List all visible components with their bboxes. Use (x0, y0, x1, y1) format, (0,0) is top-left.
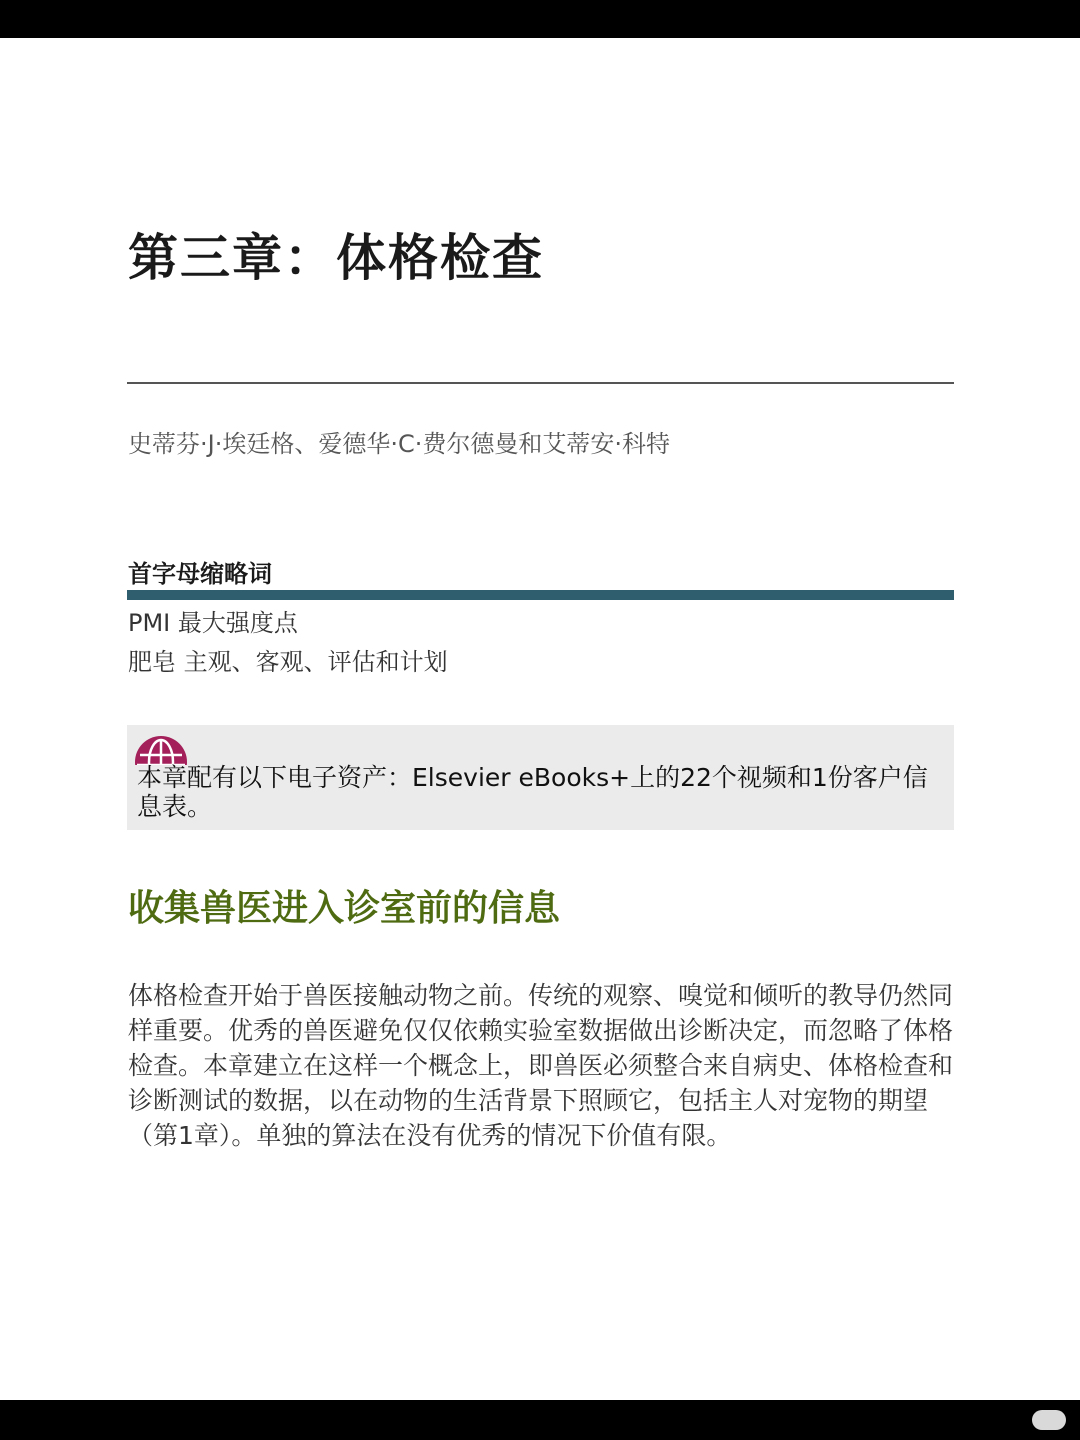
globe-icon (134, 735, 188, 765)
abbreviations-list (128, 604, 448, 682)
top-black-bar (0, 0, 1080, 38)
title-divider (127, 382, 954, 384)
watermark-badge (1032, 1410, 1066, 1430)
abbreviation-item: 肥皂 主观、客观、评估和计划 (128, 648, 448, 676)
chapter-title: 第三章：体格检查 (128, 229, 544, 287)
section-paragraph: 体格检查开始于兽医接触动物之前。传统的观察、嗅觉和倾听的教导仍然同样重要。优秀的兽医避免仅仅依赖实验室数据做出诊断决定，而忽略了体格检查。本章建立在这样一个概念上，即兽医必须整合来自病史、体格检查和诊断测试的数据，以在动物的生活背景下照顾它，包括主人对宠物的期望（第1章）。单独的算法在没有优秀的情况下价值有限。 (128, 981, 954, 1150)
e-asset-text: 本章配有以下电子资产：Elsevier eBooks+上的22个视频和1份客户信息表。 (137, 763, 928, 821)
chapter-authors: 史蒂芬·J·埃廷格、爱德华·C·费尔德曼和艾蒂安·科特 (128, 430, 670, 458)
abbreviations-heading: 首字母缩略词 (128, 560, 272, 588)
section-heading: 收集兽医进入诊室前的信息 (128, 888, 561, 929)
abbreviations-divider (127, 590, 954, 600)
document-page (0, 38, 1080, 1400)
bottom-black-bar (0, 1400, 1080, 1440)
e-asset-callout (127, 725, 954, 830)
abbreviation-item: PMI 最大强度点 (128, 609, 298, 637)
